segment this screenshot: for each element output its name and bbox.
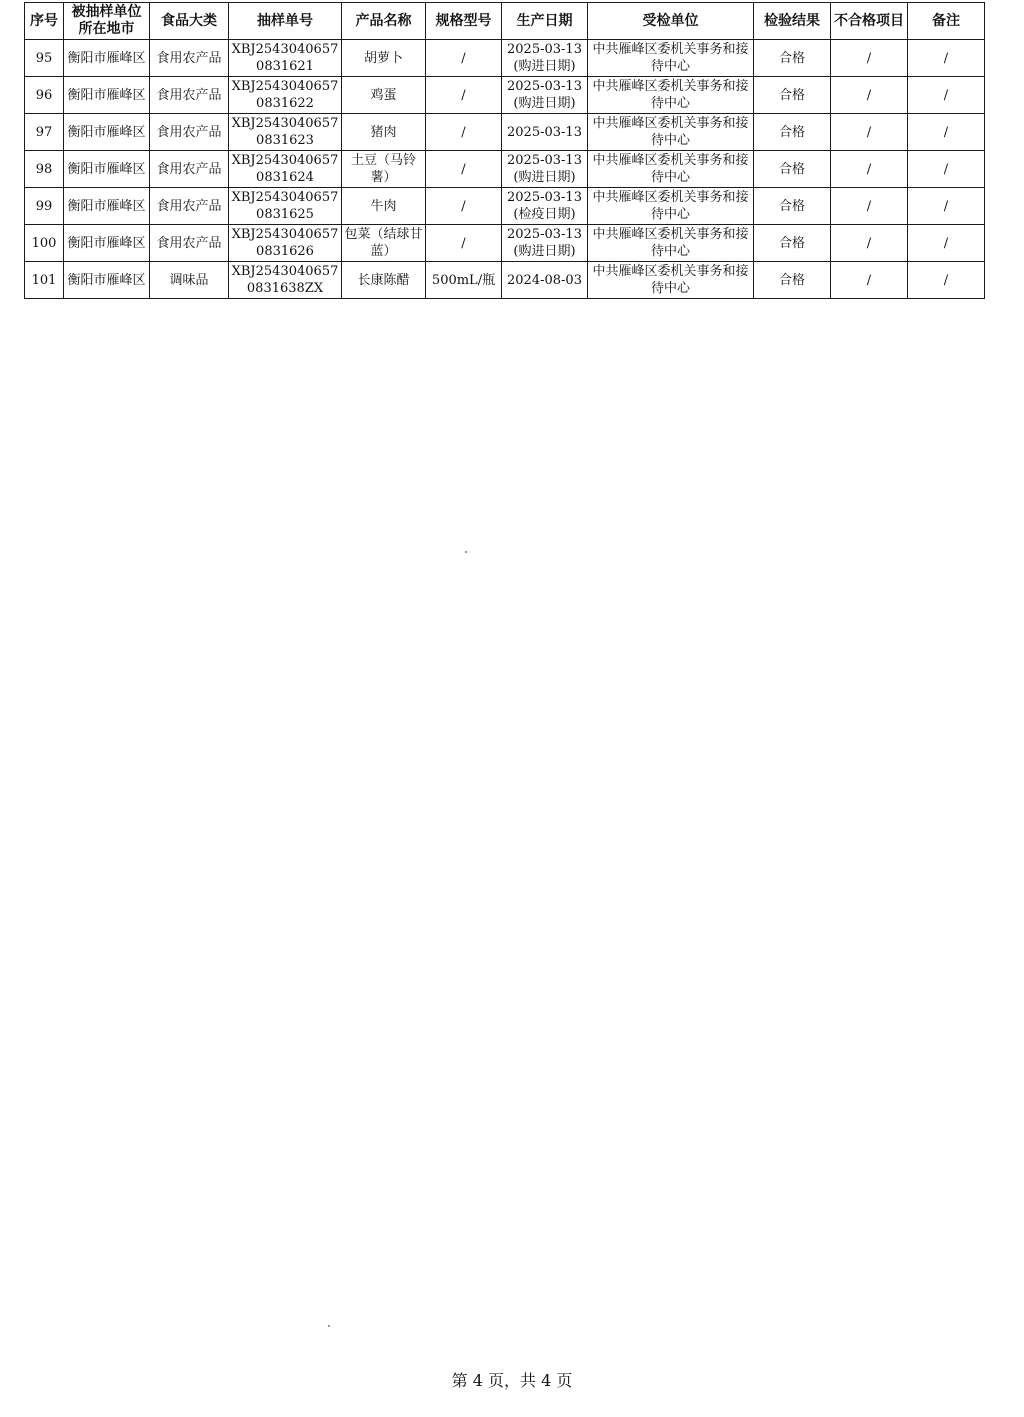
cell-prod-date: 2025-03-13(购进日期) [502, 151, 588, 188]
header-sample-no: 抽样单号 [229, 3, 342, 40]
cell-result: 合格 [754, 262, 831, 299]
header-seq: 序号 [25, 3, 64, 40]
cell-seq: 101 [25, 262, 64, 299]
cell-failed-items: / [831, 188, 908, 225]
header-category: 食品大类 [150, 3, 229, 40]
cell-product: 牛肉 [342, 188, 426, 225]
cell-sample-no: XBJ25430406570831624 [229, 151, 342, 188]
cell-region: 衡阳市雁峰区 [64, 77, 150, 114]
cell-spec: / [426, 77, 502, 114]
header-product: 产品名称 [342, 3, 426, 40]
cell-remark: / [908, 262, 985, 299]
header-region: 被抽样单位所在地市 [64, 3, 150, 40]
cell-region: 衡阳市雁峰区 [64, 262, 150, 299]
table-row [25, 40, 985, 77]
cell-failed-items: / [831, 262, 908, 299]
cell-category: 食用农产品 [150, 188, 229, 225]
scan-speck [328, 1325, 330, 1327]
cell-inspected-unit: 中共雁峰区委机关事务和接待中心 [588, 188, 754, 225]
cell-region: 衡阳市雁峰区 [64, 40, 150, 77]
cell-category: 调味品 [150, 262, 229, 299]
header-remark: 备注 [908, 3, 985, 40]
inspection-results-table [24, 2, 985, 299]
scan-speck [465, 551, 467, 553]
cell-spec: / [426, 151, 502, 188]
table-row [25, 188, 985, 225]
cell-remark: / [908, 77, 985, 114]
header-prod-date: 生产日期 [502, 3, 588, 40]
cell-sample-no: XBJ25430406570831621 [229, 40, 342, 77]
cell-remark: / [908, 225, 985, 262]
inspection-results-sheet [24, 2, 984, 299]
table-row [25, 225, 985, 262]
cell-inspected-unit: 中共雁峰区委机关事务和接待中心 [588, 225, 754, 262]
header-failed-items: 不合格项目 [831, 3, 908, 40]
cell-spec: / [426, 225, 502, 262]
cell-product: 胡萝卜 [342, 40, 426, 77]
cell-remark: / [908, 40, 985, 77]
cell-seq: 99 [25, 188, 64, 225]
cell-inspected-unit: 中共雁峰区委机关事务和接待中心 [588, 151, 754, 188]
cell-category: 食用农产品 [150, 40, 229, 77]
cell-inspected-unit: 中共雁峰区委机关事务和接待中心 [588, 262, 754, 299]
cell-product: 长康陈醋 [342, 262, 426, 299]
cell-result: 合格 [754, 77, 831, 114]
cell-failed-items: / [831, 225, 908, 262]
page-number-footer: 第 4 页，共 4 页 [451, 1371, 573, 1390]
table-header-row [25, 3, 985, 40]
cell-failed-items: / [831, 114, 908, 151]
cell-sample-no: XBJ25430406570831625 [229, 188, 342, 225]
cell-remark: / [908, 114, 985, 151]
cell-product: 鸡蛋 [342, 77, 426, 114]
header-result: 检验结果 [754, 3, 831, 40]
cell-seq: 95 [25, 40, 64, 77]
cell-remark: / [908, 188, 985, 225]
cell-spec: / [426, 114, 502, 151]
cell-prod-date: 2025-03-13(购进日期) [502, 40, 588, 77]
cell-category: 食用农产品 [150, 225, 229, 262]
cell-prod-date: 2025-03-13(购进日期) [502, 77, 588, 114]
cell-spec: 500mL/瓶 [426, 262, 502, 299]
cell-category: 食用农产品 [150, 151, 229, 188]
cell-prod-date: 2025-03-13(检疫日期) [502, 188, 588, 225]
cell-failed-items: / [831, 40, 908, 77]
table-row [25, 77, 985, 114]
cell-result: 合格 [754, 151, 831, 188]
cell-product: 土豆（马铃薯） [342, 151, 426, 188]
cell-remark: / [908, 151, 985, 188]
cell-prod-date: 2024-08-03 [502, 262, 588, 299]
cell-result: 合格 [754, 225, 831, 262]
cell-product: 猪肉 [342, 114, 426, 151]
cell-sample-no: XBJ25430406570831622 [229, 77, 342, 114]
cell-inspected-unit: 中共雁峰区委机关事务和接待中心 [588, 114, 754, 151]
cell-prod-date: 2025-03-13 [502, 114, 588, 151]
cell-result: 合格 [754, 114, 831, 151]
cell-spec: / [426, 40, 502, 77]
cell-category: 食用农产品 [150, 114, 229, 151]
cell-product: 包菜（结球甘蓝） [342, 225, 426, 262]
cell-spec: / [426, 188, 502, 225]
cell-failed-items: / [831, 151, 908, 188]
header-inspected-unit: 受检单位 [588, 3, 754, 40]
cell-seq: 97 [25, 114, 64, 151]
cell-region: 衡阳市雁峰区 [64, 151, 150, 188]
table-row [25, 151, 985, 188]
cell-result: 合格 [754, 40, 831, 77]
cell-failed-items: / [831, 77, 908, 114]
cell-sample-no: XBJ25430406570831623 [229, 114, 342, 151]
cell-region: 衡阳市雁峰区 [64, 225, 150, 262]
cell-sample-no: XBJ25430406570831638ZX [229, 262, 342, 299]
cell-seq: 100 [25, 225, 64, 262]
cell-category: 食用农产品 [150, 77, 229, 114]
cell-result: 合格 [754, 188, 831, 225]
cell-sample-no: XBJ25430406570831626 [229, 225, 342, 262]
cell-region: 衡阳市雁峰区 [64, 188, 150, 225]
header-spec: 规格型号 [426, 3, 502, 40]
cell-seq: 96 [25, 77, 64, 114]
cell-inspected-unit: 中共雁峰区委机关事务和接待中心 [588, 77, 754, 114]
cell-region: 衡阳市雁峰区 [64, 114, 150, 151]
table-row [25, 114, 985, 151]
cell-seq: 98 [25, 151, 64, 188]
table-row [25, 262, 985, 299]
cell-inspected-unit: 中共雁峰区委机关事务和接待中心 [588, 40, 754, 77]
cell-prod-date: 2025-03-13(购进日期) [502, 225, 588, 262]
